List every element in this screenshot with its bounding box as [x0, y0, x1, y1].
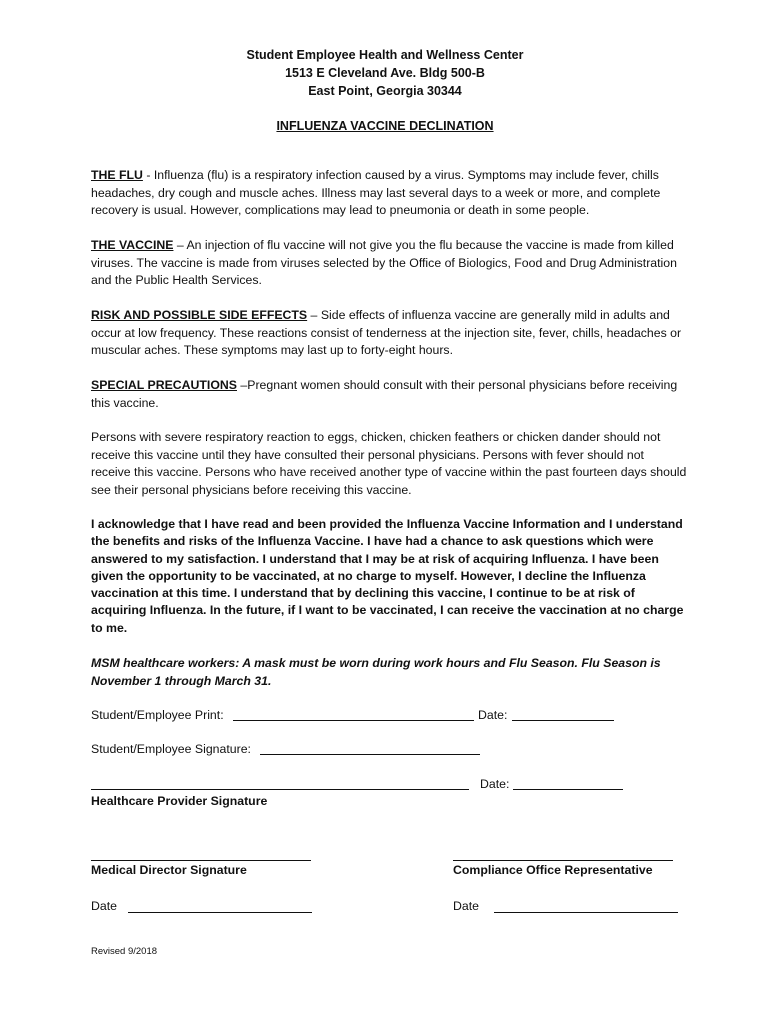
- section-precautions-heading: SPECIAL PRECAUTIONS: [91, 378, 237, 392]
- section-risk: [91, 307, 687, 360]
- section-precautions-text: –Pregnant women should consult with their personal physicians before receiving this vaccine.: [91, 378, 678, 410]
- center-address: 1513 E Cleveland Ave. Bldg 500-B: [285, 66, 485, 80]
- section-flu: [91, 167, 687, 220]
- acknowledgement-statement: I acknowledge that I have read and been provided the Influenza Vaccine Information and I understand the benefits and risks of the Influenza Vaccine. I have had a chance to ask questions which were answered to my satisfaction. I understand that I may be at risk of acquiring Influenza. I have been given the opportunity to be vaccinated, at no charge to myself. However, I decline the Influenza vaccination at this time. I understand that by declining this vaccine, I continue to be at risk of acquiring Influenza. In the future, if I want to be vaccinated, I can receive the vaccination at no charge to me.: [91, 517, 684, 635]
- msm-mask-note: MSM healthcare workers: A mask must be worn during work hours and Flu Season. Flu Season is November 1 through March 31.: [91, 656, 661, 688]
- section-vaccine: [91, 237, 687, 290]
- co-date-field[interactable]: [494, 912, 678, 913]
- provider-signature-label: Healthcare Provider Signature: [91, 794, 268, 808]
- provider-date-label: Date:: [480, 777, 510, 791]
- section-risk-text: – Side effects of influenza vaccine are generally mild in adults and occur at low frequency. These reactions consist of tenderness at the injection site, fever, chills, headaches or muscular aches. These symptoms may last up to forty-eight hours.: [91, 308, 682, 358]
- co-date-label: Date: [453, 899, 479, 913]
- medical-director-signature-field[interactable]: [91, 860, 311, 861]
- md-date-label: Date: [91, 899, 117, 913]
- section-vaccine-text: – An injection of flu vaccine will not give you the flu because the vaccine is made from killed viruses. The vaccine is made from viruses selected by the Office of Biologics, Food and Drug Administration and the Public Health Services.: [91, 238, 677, 288]
- section-persons: Persons with severe respiratory reaction to eggs, chicken, chicken feathers or chicken dander should not receive this vaccine until they have consulted their personal physicians. Persons with fever should not receive this vaccine. Persons who have received another type of vaccine within the past fourteen days should see their personal physicians before receiving this vaccine.: [91, 430, 687, 497]
- provider-signature-field[interactable]: [91, 789, 469, 790]
- compliance-label: Compliance Office Representative: [453, 863, 653, 877]
- signature-field[interactable]: [260, 754, 480, 755]
- section-precautions: [91, 377, 687, 412]
- section-vaccine-heading: THE VACCINE: [91, 238, 174, 252]
- header-block: [90, 46, 680, 100]
- signature-label: Student/Employee Signature:: [91, 742, 251, 756]
- print-name-field[interactable]: [233, 720, 474, 721]
- print-name-label: Student/Employee Print:: [91, 708, 224, 722]
- section-flu-text: - Influenza (flu) is a respiratory infection caused by a virus. Symptoms may include fever, chills headaches, dry cough and muscle aches. Illness may last several days to a week or more, and complete recovery is usual. However, complications may lead to pneumonia or death in some people.: [91, 168, 661, 218]
- medical-director-label: Medical Director Signature: [91, 863, 247, 877]
- date-field[interactable]: [512, 720, 614, 721]
- revision-note: Revised 9/2018: [91, 946, 158, 957]
- section-risk-heading: RISK AND POSSIBLE SIDE EFFECTS: [91, 308, 308, 322]
- provider-date-field[interactable]: [513, 789, 623, 790]
- center-name: Student Employee Health and Wellness Center: [246, 48, 524, 62]
- md-date-field[interactable]: [128, 912, 312, 913]
- date-label: Date:: [478, 708, 508, 722]
- page-title: INFLUENZA VACCINE DECLINATION: [276, 119, 494, 133]
- compliance-signature-field[interactable]: [453, 860, 673, 861]
- center-city: East Point, Georgia 30344: [308, 84, 462, 98]
- section-flu-heading: THE FLU: [91, 168, 143, 182]
